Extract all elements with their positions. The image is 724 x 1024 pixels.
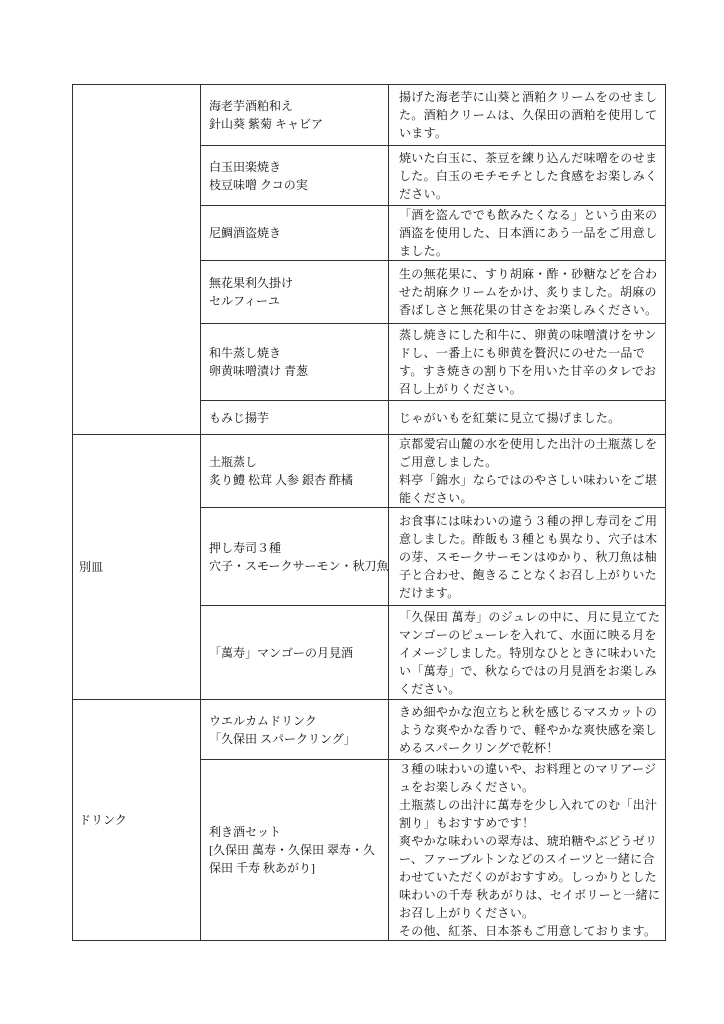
dish-name-line: 枝豆味噌 クコの実 [209,177,308,192]
dish-name-line: 卵黄味噌漬け 青葱 [209,364,309,378]
dish-description-cell [389,261,666,324]
dish-description-cell [389,760,666,941]
dish-description-line: す。すき焼きの割り下を用いた甘辛のタレでお [399,364,657,378]
dish-description-cell [389,85,666,146]
dish-name-line: 炙り鱧 松茸 人参 銀杏 酢橘 [209,473,354,487]
dish-name-cell [201,606,389,700]
dish-name-line: 押し寿司３種 [209,540,282,555]
dish-name-line: 「萬寿」マンゴーの月見酒 [209,645,354,660]
dish-name-line: [久保田 萬寿・久保田 翠寿・久 [209,843,375,857]
dish-description-line: その他、紅茶、日本茶もご用意しております。 [399,924,657,938]
dish-description-line: だけます。 [399,585,460,600]
dish-description-line: の芽、スモークサーモンはゆかり、秋刀魚は柚 [399,549,657,564]
dish-description-line: 意しました。酢飯も３種とも異なり、穴子は木 [399,531,658,546]
dish-description-line: きめ細やかな泡立ちと秋を感じるマスカットの [399,704,658,719]
dish-name-line: 「久保田 スパークリング」 [209,731,356,746]
dish-name-line: 尼鯛酒盗焼き [209,226,282,240]
dish-name-cell [201,700,389,760]
dish-description-cell [389,401,666,435]
dish-name-cell [201,146,389,206]
dish-name-cell [201,508,389,606]
dish-description-cell [389,146,666,206]
dish-name-cell [201,760,389,941]
dish-description-cell [389,435,666,508]
dish-name-cell [201,206,389,261]
dish-description-line: 香ばしさと無花果の甘さをお楽しみください。 [399,303,658,317]
dish-name-line: 保田 千寿 秋あがり] [209,861,315,875]
dish-description-cell [389,700,666,760]
dish-description-line: せた胡麻クリームをかけ、炙りました。胡麻の [399,285,657,299]
dish-description-line: います。 [399,126,448,140]
dish-description-line: ご用意しました。 [399,455,498,469]
dish-description-line: 京都愛宕山麓の水を使用した出汁の土瓶蒸しを [399,437,658,451]
dish-description-line: ような爽やかな香りで、軽やかな爽快感を楽し [399,722,658,737]
dish-name-line: 利き酒セット [209,825,282,839]
dish-description-line: た。酒粕クリームは、久保田の酒粕を使用して [399,108,658,122]
dish-description-line: した。白玉のモチモチとした食感をお楽しみく [399,168,658,183]
dish-name-line: 穴子・スモークサーモン・秋刀魚 [209,558,389,573]
dish-name-cell [201,435,389,508]
dish-description-line: ください。 [399,681,461,696]
menu-row [73,435,666,508]
dish-description-line: ュをお楽しみください。 [399,780,535,794]
dish-name-line: ウエルカムドリンク [209,713,317,728]
dish-description-line: 割り」もおすすめです！ [399,816,535,830]
dish-description-line: 「久保田 萬寿」のジュレの中に、月に見立てた [399,609,661,624]
category-cell: ドリンク [73,700,201,941]
menu-row [73,85,666,146]
dish-description-line: 酒盗を使用した、日本酒にあう一品をご用意し [399,226,658,240]
dish-description-line: 焼いた白玉に、茶豆を練り込んだ味噌をのせま [399,150,658,165]
dish-description-line: ー、ファーブルトンなどのスイーツと一緒に合 [399,852,655,866]
dish-description-line: 能ください。 [399,491,473,505]
dish-name-line: 針山葵 紫菊 キャビア [209,117,324,131]
dish-description-line: 爽やかな味わいの翠寿は、琥珀糖やぶどうゼリ [399,834,658,848]
dish-description-line: 生の無花果に、すり胡麻・酢・砂糖などを合わ [399,267,658,281]
dish-description-line: お召し上がりください。 [399,906,535,920]
menu-table [72,84,666,941]
dish-name-line: 白玉田楽焼き [209,159,282,174]
dish-description-line: じゃがいもを紅葉に見立て揚げました。 [399,410,621,425]
dish-name-cell [201,85,389,146]
dish-description-line: めるスパークリングで乾杯！ [399,740,559,755]
dish-description-line: ださい。 [399,186,449,201]
dish-description-line: イメージしました。特別なひとときに味わいた [399,645,657,660]
dish-description-cell [389,606,666,700]
dish-name-line: 和牛蒸し焼き [209,346,282,360]
dish-name-line: セルフィーユ [209,294,281,308]
dish-name-line: 土瓶蒸し [209,455,258,469]
category-cell: 別皿 [73,435,201,700]
dish-description-line: 揚げた海老芋に山葵と酒粕クリームをのせまし [399,90,658,104]
dish-name-line: 無花果利久掛け [209,276,294,290]
dish-description-line: ました。 [399,244,449,258]
dish-description-cell [389,324,666,401]
dish-description-cell [389,508,666,606]
dish-description-line: 土瓶蒸しの出汁に萬寿を少し入れてのむ「出汁 [399,798,658,812]
dish-description-line: 料亭「錦水」ならではのやさしい味わいをご堪 [399,473,658,487]
dish-name-line: 海老芋酒粕和え [209,99,294,113]
dish-description-line: い「萬寿」で、秋ならではの月見酒をお楽しみ [399,663,657,678]
dish-name-line: もみじ揚芋 [209,410,270,425]
dish-description-line: ３種の味わいの違いや、お料理とのマリアージ [399,762,657,776]
category-cell [73,85,201,435]
dish-description-line: 味わいの千寿 秋あがりは、セイボリーと一緒に [399,888,661,902]
dish-description-line: 召し上がりください。 [399,382,523,396]
dish-name-cell [201,324,389,401]
dish-description-line: ドし、一番上にも卵黄を贅沢にのせた一品で [399,346,646,360]
dish-description-line: お食事には味わいの違う３種の押し寿司をご用 [399,513,658,528]
dish-description-line: 子と合わせ、飽きることなくお召し上がりいた [399,567,657,582]
dish-name-cell [201,261,389,324]
dish-description-line: 蒸し焼きにした和牛に、卵黄の味噌漬けをサン [399,328,657,342]
menu-row [73,700,666,760]
dish-description-line: わせていただくのがおすすめ。しっかりとした [399,870,657,884]
dish-description-line: マンゴーのピューレを入れて、水面に映る月を [399,627,657,642]
dish-description-line: 「酒を盗んででも飲みたくなる」という由来の [399,208,658,222]
dish-description-cell [389,206,666,261]
dish-name-cell [201,401,389,435]
